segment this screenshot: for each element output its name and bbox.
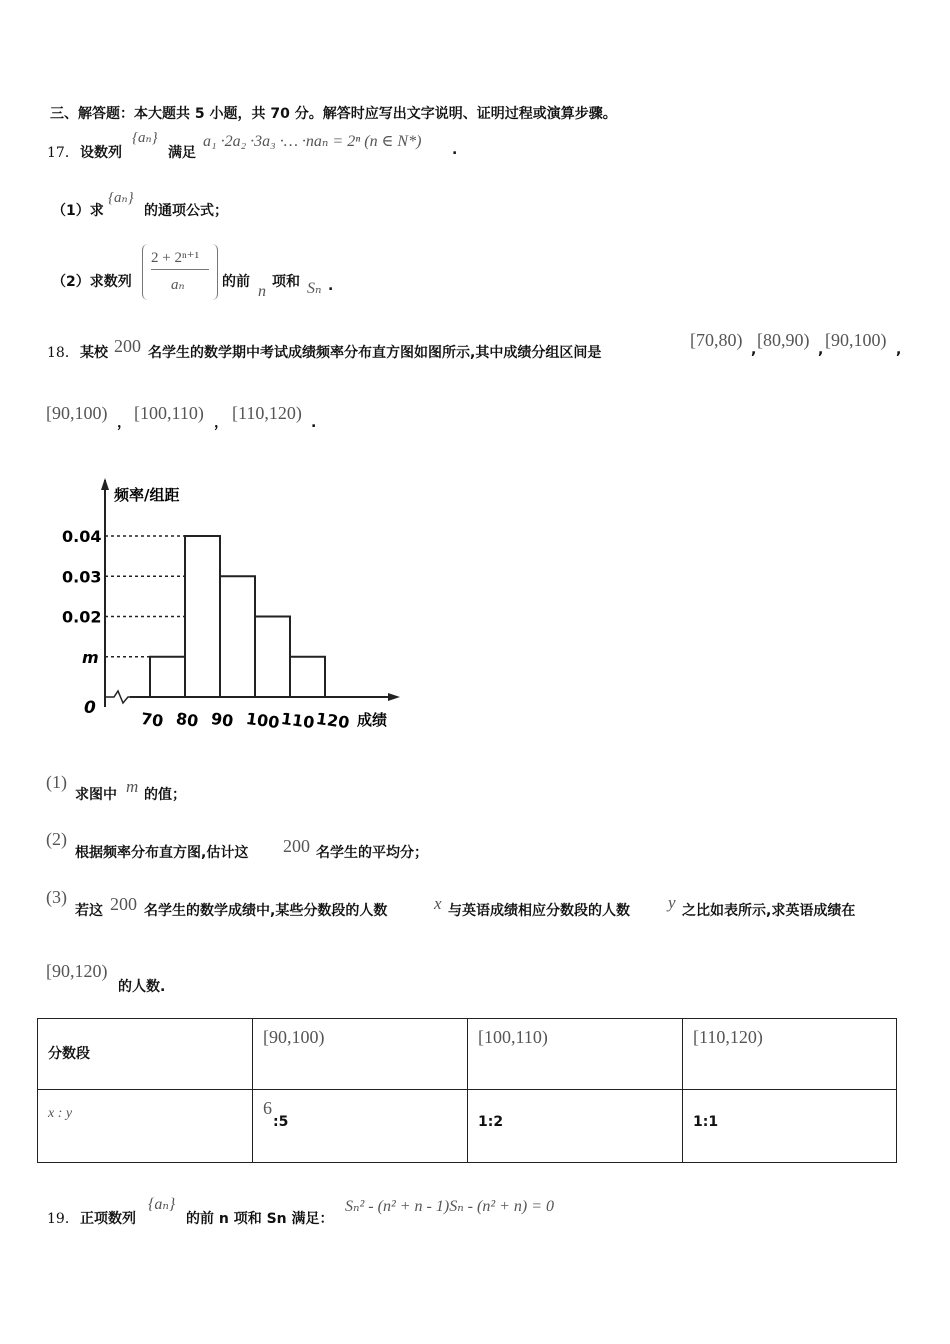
table-cell [468, 1090, 683, 1163]
q18-sub3-text: 名学生的数学成绩中,某些分数段的人数 [144, 903, 388, 919]
histogram-bar [150, 657, 185, 697]
frequency-histogram [62, 470, 410, 740]
y-tick-label: m [82, 647, 99, 667]
table-cell [38, 1090, 253, 1163]
q19-sequence: {aₙ} [148, 1196, 176, 1213]
q18-sub3-y: y [668, 893, 676, 912]
q19-text: 的前 n 项和 Sn 满足： [186, 1211, 334, 1227]
x-tick-label: 90 [209, 708, 235, 731]
q17-text: 满足 [168, 145, 196, 161]
x-tick-label: 70 [139, 708, 165, 731]
q17-part2-end: . [328, 278, 334, 294]
ratio-table [37, 1018, 897, 1163]
q18-interval: [90,100) [825, 330, 887, 350]
q18-sub3-count: 200 [110, 894, 137, 914]
q18-text: 某校 [80, 345, 108, 361]
table-cell [253, 1090, 468, 1163]
q18-separator: ， [214, 415, 228, 431]
q17-part2-label: （2）求数列 [52, 274, 132, 290]
q18-interval: [70,80) [690, 330, 743, 350]
q17-text: 设数列 [80, 145, 122, 161]
x-axis-label: 成绩 [357, 711, 388, 729]
q19-number: 19． [47, 1211, 79, 1227]
table-cell [468, 1019, 683, 1090]
q17-part2-text: 的前 [222, 274, 250, 290]
q19-text: 正项数列 [80, 1211, 136, 1227]
table-header-label: 分数段 [48, 1046, 90, 1062]
q18-sub3-number: (3) [46, 887, 67, 907]
fraction-bar [151, 269, 209, 270]
y-tick-label: 0.04 [62, 527, 102, 546]
q18-sub2-text: 根据频率分布直方图,估计这 [75, 845, 249, 861]
q18-sub1-number: (1) [46, 772, 67, 792]
origin-label: 0 [84, 698, 96, 718]
q17-part1-label: （1）求 [52, 203, 104, 219]
histogram-bar [290, 657, 325, 697]
q18-sub1-m: m [126, 777, 139, 796]
q18-sub3-text: 的人数. [118, 979, 166, 995]
q18-sub1-text: 的值； [144, 787, 186, 803]
q17-condition: a₁ ·2a₂ ·3a₃ ·… ·naₙ = 2ⁿ (n ∈ N*) [203, 133, 422, 150]
x-tick-label: 120 [314, 708, 351, 733]
table-cell [683, 1019, 897, 1090]
q18-number: 18． [47, 345, 79, 361]
q17-part2-text: 项和 [272, 274, 300, 290]
q18-interval: [80,90) [757, 330, 810, 350]
table-cell [38, 1019, 253, 1090]
q17-part1-sequence: {aₙ} [108, 190, 134, 206]
table-cell [683, 1090, 897, 1163]
q18-separator: , [896, 342, 902, 358]
q18-interval: [100,110) [134, 403, 204, 423]
q18-sub3-interval: [90,120) [46, 961, 108, 981]
q17-end: . [452, 142, 458, 158]
table-header-interval: [110,120) [693, 1027, 763, 1047]
q18-sub3-text: 之比如表所示,求英语成绩在 [682, 903, 856, 919]
q17-part2-n: n [258, 283, 266, 300]
table-ratio-rest: :5 [273, 1114, 289, 1130]
histogram-bar [255, 617, 290, 698]
x-tick-label: 100 [244, 708, 281, 733]
table-ratio-numerator: 6 [263, 1098, 272, 1118]
q17-number: 17． [47, 145, 79, 161]
axis-break [105, 691, 132, 703]
q18-sub1-text: 求图中 [75, 787, 117, 803]
section-heading: 三、解答题：本大题共 5 小题，共 70 分。解答时应写出文字说明、证明过程或演算步骤。 [50, 106, 617, 122]
q18-interval: [90,100) [46, 403, 108, 423]
q18-sub3-text: 若这 [75, 903, 103, 919]
q18-sub2-text: 名学生的平均分； [316, 845, 428, 861]
q18-end: . [311, 415, 317, 431]
table-cell [253, 1019, 468, 1090]
table-row [38, 1019, 897, 1090]
histogram-bar [185, 536, 220, 697]
x-axis-arrow [388, 693, 400, 701]
table-header-interval: [90,100) [263, 1027, 325, 1047]
q18-separator: , [751, 342, 757, 358]
y-tick-label: 0.02 [62, 607, 102, 627]
table-row-label: x : y [48, 1106, 73, 1121]
y-axis-arrow [101, 478, 109, 490]
q18-text: 名学生的数学期中考试成绩频率分布直方图如图所示,其中成绩分组区间是 [148, 345, 602, 361]
q17-part2-fraction [142, 244, 218, 300]
q18-separator: ， [117, 415, 131, 431]
q17-part2-S: Sₙ [307, 280, 322, 297]
x-tick-label: 80 [174, 708, 200, 731]
q18-sub3-x: x [434, 894, 442, 913]
table-header-interval: [100,110) [478, 1027, 548, 1047]
q18-sub2-number: (2) [46, 829, 67, 849]
y-axis-label: 频率/组距 [114, 486, 180, 504]
q17-part1-text: 的通项公式； [144, 203, 228, 219]
fraction-denominator: aₙ [171, 277, 185, 293]
q18-separator: , [818, 342, 824, 358]
table-row [38, 1090, 897, 1163]
q19-equation: Sₙ² - (n² + n - 1)Sₙ - (n² + n) = 0 [345, 1198, 555, 1215]
histogram-bar [220, 576, 255, 697]
table-ratio: 1:2 [478, 1114, 504, 1130]
q17-sequence: {aₙ} [132, 130, 158, 146]
x-tick-label: 110 [279, 708, 316, 733]
y-tick-label: 0.03 [62, 567, 102, 587]
table-ratio: 1:1 [693, 1114, 719, 1130]
q18-sub2-count: 200 [283, 836, 310, 856]
q18-interval: [110,120) [232, 403, 302, 423]
q18-sub3-text: 与英语成绩相应分数段的人数 [448, 903, 630, 919]
fraction-numerator: 2 + 2ⁿ⁺¹ [151, 250, 200, 266]
q18-count: 200 [114, 336, 141, 356]
